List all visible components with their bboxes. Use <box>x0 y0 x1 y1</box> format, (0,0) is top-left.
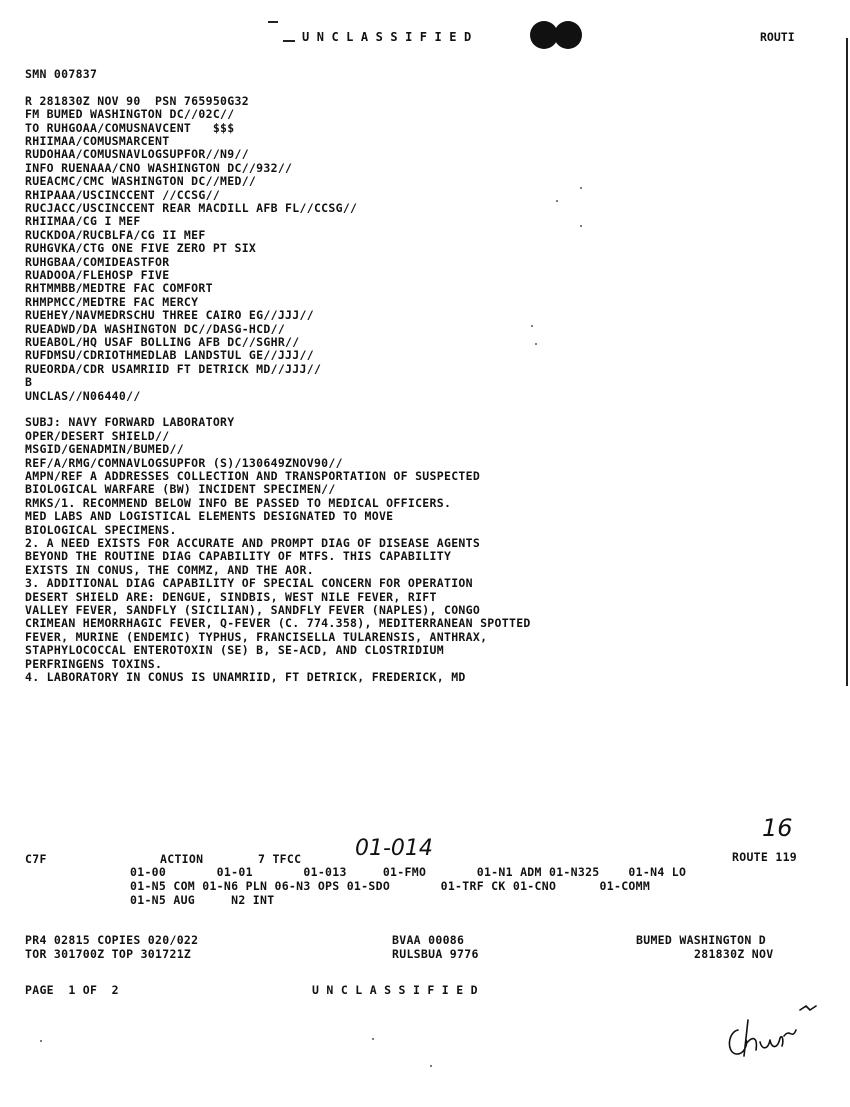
redaction-blot <box>530 21 586 49</box>
header-classification: UNCLASSIFIED <box>302 30 479 44</box>
message-line: BIOLOGICAL SPECIMENS. <box>25 522 177 537</box>
message-line: MSGID/GENADMIN/BUMED// <box>25 442 184 457</box>
message-line: RUHGBAA/COMIDEASTFOR <box>25 254 170 269</box>
message-line: RHIPAAA/USCINCCENT //CCSG// <box>25 187 221 202</box>
message-line: DESERT SHIELD ARE: DENGUE, SINDBIS, WEST NILE FEVER, RIFT <box>25 589 437 604</box>
message-line: RHTMMBB/MEDTRE FAC COMFORT <box>25 281 213 296</box>
message-line: UNCLAS//N06440// <box>25 388 141 403</box>
routing-tfcc: 7 TFCC <box>258 852 302 866</box>
scan-speck <box>580 225 582 227</box>
message-line: RUDOHAA/COMUSNAVLOGSUPFOR//N9// <box>25 147 249 162</box>
scan-speck <box>535 343 537 345</box>
message-line: R 281830Z NOV 90 PSN 765950G32 <box>25 93 249 108</box>
footer-line1-left: PR4 02815 COPIES 020/022 <box>25 933 199 947</box>
scan-speck <box>430 1065 432 1067</box>
message-line: BIOLOGICAL WARFARE (BW) INCIDENT SPECIMEN// <box>25 482 336 497</box>
message-line: 2. A NEED EXISTS FOR ACCURATE AND PROMPT DIAG OF DISEASE AGENTS <box>25 536 481 550</box>
message-line: STAPHYLOCOCCAL ENTEROTOXIN (SE) B, SE-ACD, AND CLOSTRIDIUM <box>25 643 444 658</box>
footer-line2-left: TOR 301700Z TOP 301721Z <box>25 947 192 961</box>
handwritten-number-range: 01-014 <box>355 836 433 861</box>
routing-row-1: 01-00 01-01 01-013 01-FMO 01-N1 ADM 01-N325 01-N4 LO <box>130 865 687 879</box>
scan-speck <box>372 1038 374 1040</box>
message-line: RUCKDOA/RUCBLFA/CG II MEF <box>25 227 206 242</box>
message-line: SMN 007837 <box>25 67 98 81</box>
footer-line1-mid: BVAA 00086 <box>392 933 465 947</box>
message-line: SUBJ: NAVY FORWARD LABORATORY <box>25 415 235 430</box>
message-line: RUEACMC/CMC WASHINGTON DC//MED// <box>25 174 257 189</box>
scan-speck <box>580 187 582 189</box>
scan-speck <box>556 200 558 202</box>
routing-action: ACTION <box>160 852 204 866</box>
routing-route: ROUTE 119 <box>732 850 798 864</box>
message-line: PERFRINGENS TOXINS. <box>25 656 163 671</box>
header-route-label: ROUTI <box>760 30 795 44</box>
message-line: FEVER, MURINE (ENDEMIC) TYPHUS, FRANCISELLA TULARENSIS, ANTHRAX, <box>25 629 488 644</box>
message-line: VALLEY FEVER, SANDFLY (SICILIAN), SANDFLY FEVER (NAPLES), CONGO <box>25 603 481 617</box>
routing-row-2: 01-N5 COM 01-N6 PLN 06-N3 OPS 01-SDO 01-TRF CK 01-CNO 01-COMM <box>130 879 651 893</box>
message-line: B <box>25 375 33 390</box>
message-line: RUFDMSU/CDRIOTHMEDLAB LANDSTUL GE//JJJ// <box>25 348 314 363</box>
footer-line1-right: BUMED WASHINGTON D <box>636 933 767 947</box>
message-line: FM BUMED WASHINGTON DC//02C// <box>25 107 235 122</box>
message-line: RMKS/1. RECOMMEND BELOW INFO BE PASSED TO MEDICAL OFFICERS. <box>25 495 452 510</box>
message-line: MED LABS AND LOGISTICAL ELEMENTS DESIGNATED TO MOVE <box>25 509 394 524</box>
handwritten-page-mark: 16 <box>762 814 793 842</box>
message-line: REF/A/RMG/COMNAVLOGSUPFOR (S)/130649ZNOV90// <box>25 455 343 470</box>
message-line: BEYOND THE ROUTINE DIAG CAPABILITY OF MTFS. THIS CAPABILITY <box>25 549 452 564</box>
mark <box>283 40 295 42</box>
message-line: AMPN/REF A ADDRESSES COLLECTION AND TRANSPORTATION OF SUSPECTED <box>25 469 481 483</box>
footer-line2-right: 281830Z NOV <box>694 947 774 961</box>
message-line: RUEHEY/NAVMEDRSCHU THREE CAIRO EG//JJJ// <box>25 308 314 323</box>
message-line: CRIMEAN HEMORRHAGIC FEVER, Q-FEVER (C. 774.358), MEDITERRANEAN SPOTTED <box>25 616 531 631</box>
message-line: TO RUHGOAA/COMUSNAVCENT $$$ <box>25 120 235 135</box>
message-line: EXISTS IN CONUS, THE COMMZ, AND THE AOR. <box>25 562 314 577</box>
message-line: RUADOOA/FLEHOSP FIVE <box>25 268 170 282</box>
message-line: RUCJACC/USCINCCENT REAR MACDILL AFB FL//CCSG// <box>25 201 358 215</box>
message-line: RHIIMAA/CG I MEF <box>25 214 141 229</box>
message-line: OPER/DESERT SHIELD// <box>25 428 170 443</box>
footer-line2-mid: RULSBUA 9776 <box>392 947 479 961</box>
margin-rule <box>846 38 848 686</box>
routing-row-3: 01-N5 AUG N2 INT <box>130 893 275 907</box>
mark <box>268 21 278 23</box>
message-line: 3. ADDITIONAL DIAG CAPABILITY OF SPECIAL CONCERN FOR OPERATION <box>25 576 473 591</box>
message-line: RHMPMCC/MEDTRE FAC MERCY <box>25 294 199 309</box>
message-line: RHIIMAA/COMUSMARCENT <box>25 134 170 148</box>
message-line: INFO RUENAAA/CNO WASHINGTON DC//932// <box>25 160 293 175</box>
footer-page-number: PAGE 1 OF 2 <box>25 983 119 997</box>
scan-speck <box>531 325 533 327</box>
handwritten-signature <box>720 1000 820 1070</box>
footer-classification: UNCLASSIFIED <box>312 983 486 997</box>
routing-c7f: C7F <box>25 852 47 866</box>
message-line: 4. LABORATORY IN CONUS IS UNAMRIID, FT DETRICK, FREDERICK, MD <box>25 670 466 684</box>
message-line: RUEORDA/CDR USAMRIID FT DETRICK MD//JJJ// <box>25 361 322 376</box>
scan-speck <box>40 1040 42 1042</box>
message-line: RUHGVKA/CTG ONE FIVE ZERO PT SIX <box>25 241 257 256</box>
message-line: RUEADWD/DA WASHINGTON DC//DASG-HCD// <box>25 321 286 336</box>
message-line: RUEABOL/HQ USAF BOLLING AFB DC//SGHR// <box>25 335 300 349</box>
